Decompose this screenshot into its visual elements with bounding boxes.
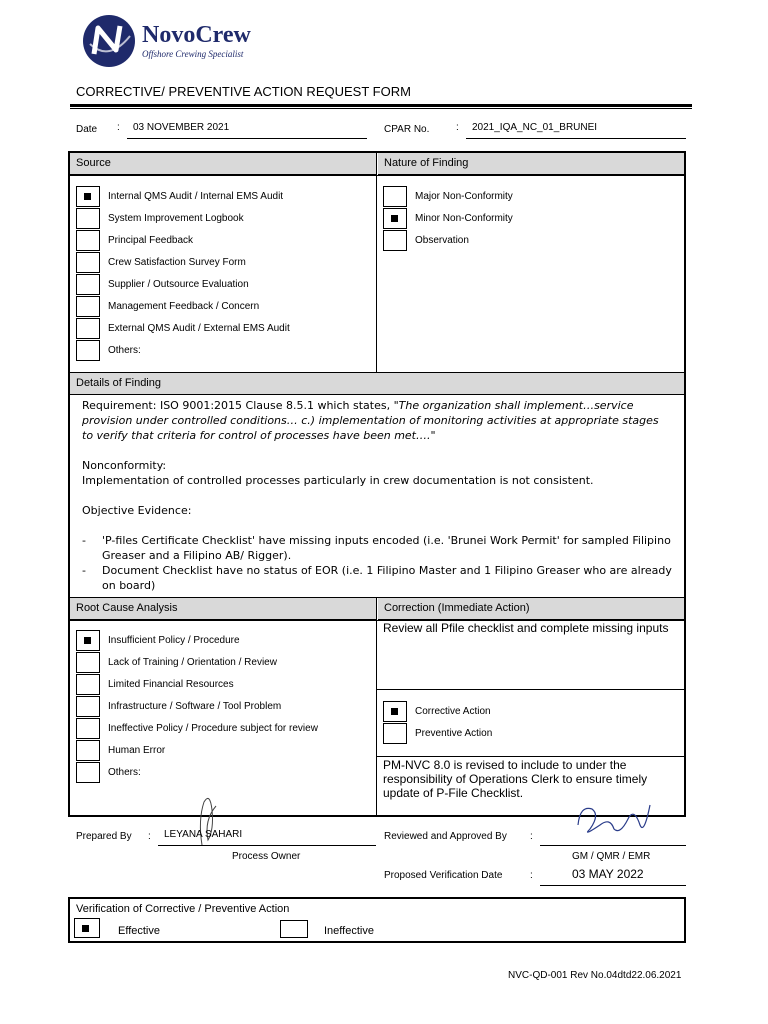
root-item-label: Human Error bbox=[108, 745, 166, 756]
nature-checkbox[interactable] bbox=[383, 230, 407, 251]
root-item-label: Others: bbox=[108, 767, 141, 778]
correction-text: Review all Pfile checklist and complete missing inputs bbox=[383, 621, 669, 635]
source-checkbox[interactable] bbox=[76, 186, 100, 207]
nature-checkbox[interactable] bbox=[383, 208, 407, 229]
source-item-label: Others: bbox=[108, 345, 141, 356]
source-item-label: Internal QMS Audit / Internal EMS Audit bbox=[108, 191, 284, 202]
details-body bbox=[82, 398, 672, 593]
correction-header: Correction (Immediate Action) bbox=[378, 598, 684, 620]
action-text: PM-NVC 8.0 is revised to include to under the responsibility of Operations Clerk to ensure timely update of P-File Checklist. bbox=[383, 758, 648, 800]
source-checkbox[interactable] bbox=[76, 340, 100, 361]
date-field[interactable] bbox=[127, 122, 367, 139]
source-item-label: Supplier / Outsource Evaluation bbox=[108, 279, 249, 290]
footer-doc-ref: NVC-QD-001 Rev No.04dtd22.06.2021 bbox=[508, 970, 682, 981]
effective-label: Effective bbox=[118, 925, 160, 937]
title-rule-thin bbox=[70, 108, 692, 109]
cpar-value: 2021_IQA_NC_01_BRUNEI bbox=[472, 122, 598, 133]
root-checkbox[interactable] bbox=[76, 630, 100, 651]
brand-name: NovoCrew bbox=[142, 22, 251, 48]
ineffective-checkbox[interactable] bbox=[280, 920, 308, 938]
action-checkbox[interactable] bbox=[383, 701, 407, 722]
root-item-label: Lack of Training / Orientation / Review bbox=[108, 657, 277, 668]
requirement-text: Requirement: ISO 9001:2015 Clause 8.5.1 which states, "The organization shall implement…service provision under controlled conditions… c.) implementation of monitoring activities at appropriate stages to verify that criteria for control of processes have been met…." bbox=[82, 399, 659, 442]
cpar-colon: : bbox=[456, 122, 459, 133]
nature-item-label: Observation bbox=[415, 235, 469, 246]
source-checkbox[interactable] bbox=[76, 208, 100, 229]
verification-date-field[interactable] bbox=[540, 867, 686, 886]
source-item-label: Crew Satisfaction Survey Form bbox=[108, 257, 246, 268]
ineffective-label: Ineffective bbox=[324, 925, 374, 937]
divider bbox=[377, 756, 684, 757]
nature-item-label: Minor Non-Conformity bbox=[415, 213, 513, 224]
prepared-by-field[interactable] bbox=[158, 829, 376, 846]
date-colon: : bbox=[117, 122, 120, 133]
date-value: 03 NOVEMBER 2021 bbox=[133, 122, 230, 133]
prepared-label: Prepared By bbox=[76, 831, 132, 842]
cpar-field[interactable] bbox=[466, 122, 686, 139]
source-item-label: System Improvement Logbook bbox=[108, 213, 244, 224]
divider bbox=[70, 175, 684, 176]
form-title: CORRECTIVE/ PREVENTIVE ACTION REQUEST FORM bbox=[76, 84, 411, 99]
reviewed-colon: : bbox=[530, 831, 533, 842]
action-item-label: Corrective Action bbox=[415, 706, 491, 717]
reviewed-by-field[interactable] bbox=[540, 829, 686, 846]
nonconformity-label: Nonconformity: bbox=[82, 459, 167, 472]
root-item-label: Infrastructure / Software / Tool Problem bbox=[108, 701, 282, 712]
root-checkbox[interactable] bbox=[76, 696, 100, 717]
reviewed-label: Reviewed and Approved By bbox=[384, 831, 507, 842]
nature-header: Nature of Finding bbox=[378, 153, 684, 175]
source-item-label: Principal Feedback bbox=[108, 235, 194, 246]
nonconformity-text: Implementation of controlled processes particularly in crew documentation is not consistent. bbox=[82, 474, 594, 487]
source-checkbox[interactable] bbox=[76, 252, 100, 273]
details-header: Details of Finding bbox=[70, 373, 684, 395]
verification-date-value: 03 MAY 2022 bbox=[572, 867, 644, 881]
nature-checkbox[interactable] bbox=[383, 186, 407, 207]
source-checkbox[interactable] bbox=[76, 274, 100, 295]
title-rule bbox=[70, 104, 692, 107]
nature-item-label: Major Non-Conformity bbox=[415, 191, 513, 202]
effective-checkbox[interactable] bbox=[74, 918, 100, 938]
prepared-role: Process Owner bbox=[232, 851, 301, 862]
source-checkbox[interactable] bbox=[76, 296, 100, 317]
root-checkbox[interactable] bbox=[76, 674, 100, 695]
source-header: Source bbox=[70, 153, 376, 175]
source-checkbox[interactable] bbox=[76, 318, 100, 339]
root-cause-header: Root Cause Analysis bbox=[70, 598, 376, 620]
divider bbox=[377, 689, 684, 690]
source-item-label: Management Feedback / Concern bbox=[108, 301, 260, 312]
source-item-label: External QMS Audit / External EMS Audit bbox=[108, 323, 290, 334]
evidence-item: - 'P-files Certificate Checklist' have missing inputs encoded (i.e. 'Brunei Work Permit' for sampled Filipino Greaser and a Filipino AB/ Rigger). bbox=[82, 534, 671, 562]
divider bbox=[376, 598, 377, 815]
action-item-label: Preventive Action bbox=[415, 728, 493, 739]
signature-reviewed-icon bbox=[570, 795, 660, 855]
evidence-label: Objective Evidence: bbox=[82, 504, 192, 517]
root-checkbox[interactable] bbox=[76, 718, 100, 739]
root-checkbox[interactable] bbox=[76, 652, 100, 673]
root-checkbox[interactable] bbox=[76, 762, 100, 783]
reviewed-role: GM / QMR / EMR bbox=[572, 851, 651, 862]
novocrew-logo-icon bbox=[82, 14, 136, 68]
brand-tagline: Offshore Crewing Specialist bbox=[142, 49, 244, 59]
source-checkbox[interactable] bbox=[76, 230, 100, 251]
root-item-label: Insufficient Policy / Procedure bbox=[108, 635, 240, 646]
root-item-label: Limited Financial Resources bbox=[108, 679, 234, 690]
prepared-colon: : bbox=[148, 831, 151, 842]
cpar-label: CPAR No. bbox=[384, 124, 430, 135]
date-label: Date bbox=[76, 124, 98, 135]
action-checkbox[interactable] bbox=[383, 723, 407, 744]
verification-date-label: Proposed Verification Date bbox=[384, 870, 503, 881]
verification-header: Verification of Corrective / Preventive Action bbox=[76, 903, 290, 915]
evidence-list bbox=[82, 533, 672, 593]
root-item-label: Ineffective Policy / Procedure subject for review bbox=[108, 723, 318, 734]
prepared-value: LEYANA SAHARI bbox=[164, 829, 243, 840]
divider bbox=[376, 153, 377, 372]
verification-date-colon: : bbox=[530, 870, 533, 881]
evidence-item: - Document Checklist have no status of EOR (i.e. 1 Filipino Master and 1 Filipino Greaser who are already on board) bbox=[82, 564, 672, 592]
company-logo bbox=[82, 14, 136, 68]
root-checkbox[interactable] bbox=[76, 740, 100, 761]
